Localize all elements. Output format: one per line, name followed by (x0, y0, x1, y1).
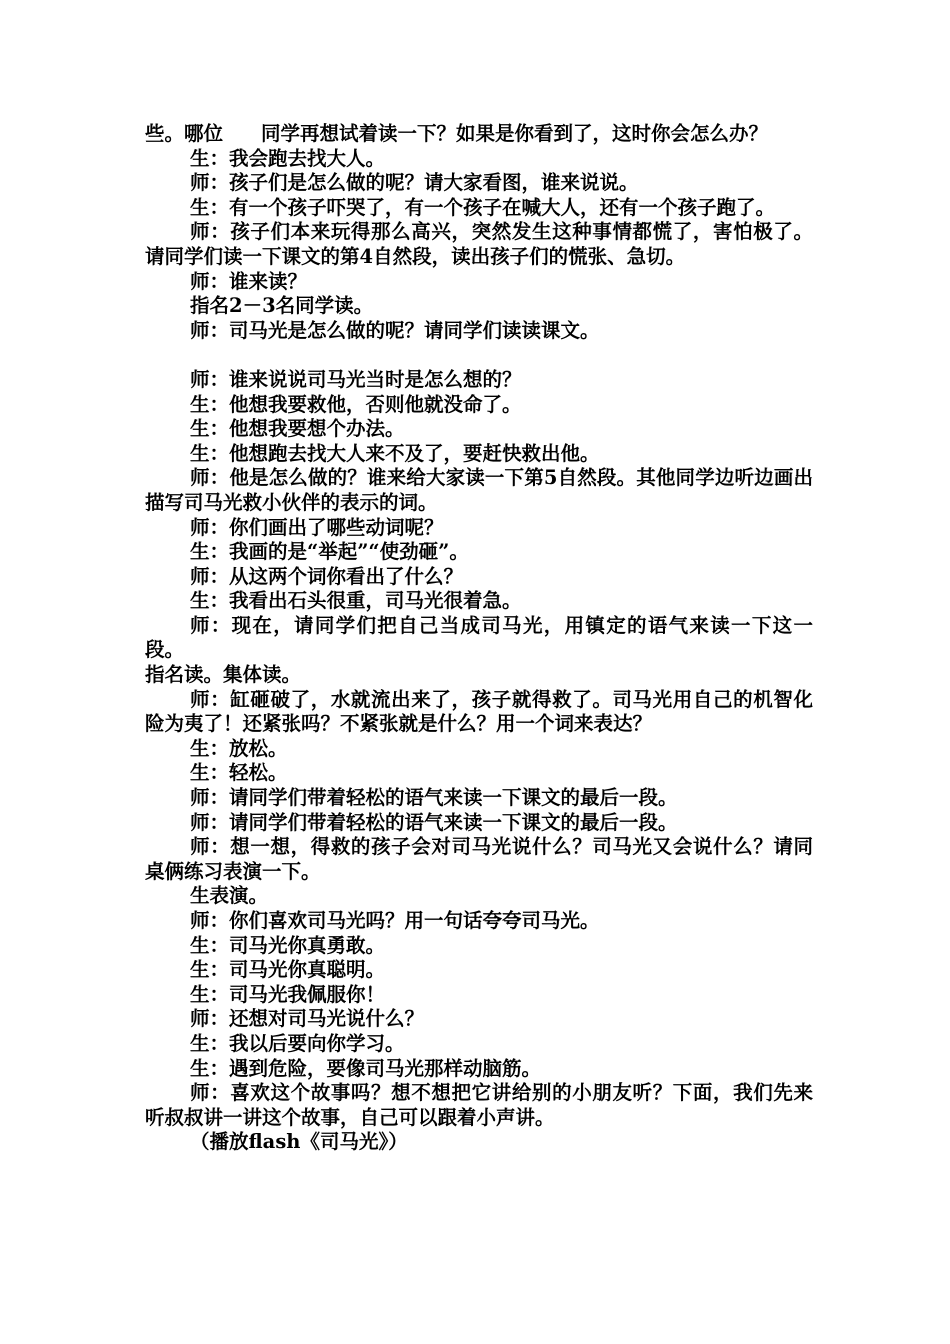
paragraph: 生：司马光你真勇敢。 (190, 933, 386, 957)
paragraph: 师：还想对司马光说什么？ (190, 1007, 425, 1031)
paragraph: 生：他想我要救他，否则他就没命了。 (190, 392, 522, 416)
paragraph: 师：谁来说说司马光当时是怎么想的？ (190, 367, 522, 391)
document-page (145, 122, 813, 1155)
paragraph: 师：孩子们是怎么做的呢？请大家看图，谁来说说。 (190, 171, 639, 195)
paragraph: 生：我以后要向你学习。 (190, 1031, 405, 1055)
paragraph: 师：你们画出了哪些动词呢？ (190, 515, 444, 539)
paragraph: 生：司马光我佩服你！ (190, 982, 386, 1006)
paragraph: 师：孩子们本来玩得那么高兴，突然发生这种事情都慌了，害怕极了。请同学们读一下课文的第4自然段，读出孩子们的慌张、急切。 (145, 220, 813, 268)
first-line-part-a: 些。哪位 (145, 122, 224, 145)
paragraph: 生表演。 (190, 884, 269, 908)
paragraph: 生：轻松。 (190, 761, 288, 785)
paragraph: （播放flash《司马光》） (190, 1130, 408, 1154)
paragraph: 生：遇到危险，要像司马光那样动脑筋。 (190, 1056, 542, 1080)
paragraph: 师：喜欢这个故事吗？想不想把它讲给别的小朋友听？下面，我们先来听叔叔讲一讲这个故事，自己可以跟着小声讲。 (145, 1081, 813, 1129)
paragraph: 师：请同学们带着轻松的语气来读一下课文的最后一段。 (190, 810, 678, 834)
paragraph: 师：他是怎么做的？谁来给大家读一下第5自然段。其他同学边听边画出描写司马光救小伙伴的表示的词。 (145, 466, 813, 514)
paragraph-list (145, 147, 813, 1155)
paragraph: 生：司马光你真聪明。 (190, 958, 386, 982)
paragraph: 生：他想我要想个办法。 (190, 417, 405, 441)
paragraph: 生：放松。 (190, 736, 288, 760)
paragraph: 师：想一想，得救的孩子会对司马光说什么？司马光又会说什么？请同桌俩练习表演一下。 (145, 835, 813, 883)
paragraph: 生：他想跑去找大人来不及了，要赶快救出他。 (190, 441, 600, 465)
paragraph: 师：你们喜欢司马光吗？用一句话夸夸司马光。 (190, 909, 600, 932)
paragraph: 师：缸砸破了，水就流出来了，孩子就得救了。司马光用自己的机智化险为夷了！还紧张吗？不紧张就是什么？用一个词来表达？ (145, 687, 813, 736)
paragraph: 生：我看出石头很重，司马光很着急。 (190, 589, 522, 613)
paragraph: 指名读。集体读。 (145, 663, 302, 687)
paragraph: 师：请同学们带着轻松的语气来读一下课文的最后一段。 (190, 786, 678, 810)
paragraph: 生：我画的是“举起”“使劲砸”。 (190, 540, 469, 564)
paragraph: 指名2－3名同学读。 (190, 294, 374, 318)
paragraph-first (145, 122, 813, 147)
paragraph: 生：我会跑去找大人。 (190, 146, 386, 170)
paragraph: 生：有一个孩子吓哭了，有一个孩子在喊大人，还有一个孩子跑了。 (190, 195, 776, 219)
paragraph: 师：从这两个词你看出了什么？ (190, 564, 464, 588)
paragraph: 师：现在，请同学们把自己当成司马光，用镇定的语气来读一下这一段。 (145, 613, 813, 662)
paragraph: 师：谁来读？ (190, 269, 308, 293)
paragraph: 师：司马光是怎么做的呢？请同学们读读课文。 (190, 318, 600, 342)
blank-line (145, 343, 813, 368)
first-line-part-b: 同学再想试着读一下？如果是你看到了，这时你会怎么办？ (261, 122, 769, 145)
